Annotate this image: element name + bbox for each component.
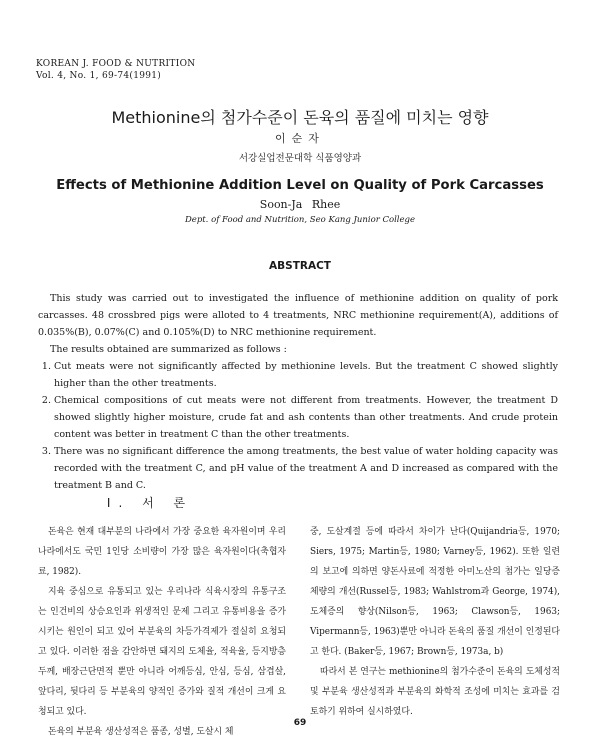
title-english: Effects of Methionine Addition Level on Quality of Pork Carcasses xyxy=(56,178,544,193)
body-paragraph: 따라서 본 연구는 methionine의 첨가수준이 돈육의 도체성적 및 부분육 생산성적과 부분육의 화학적 조성에 미치는 효과를 검토하기 위하여 실시하였다. xyxy=(310,667,560,717)
body-paragraph: 중, 도살계절 등에 따라서 차이가 난다(Quijandria등, 1970; Siers, 1975; Martin등, 1980; Varney등, 1962). 또한 일련의 보고에 의하면 양돈사료에 적정한 아미노산의 첨가는 일당증체량의 개선(Russel등, 1983; Wahlstrom과 George, 1974), 도체증의 향상(Nilson등, 1963; Clawson등, 1963; Vipermann등, 1963)뿐만 아니라 돈육의 품질 개선이 인정된다고 한다. (Baker등, 1967; Brown등, 1973a, b) xyxy=(310,527,560,657)
affiliation-korean: 서강실업전문대학 식품영양과 xyxy=(238,153,362,164)
body-column-left xyxy=(38,522,286,742)
title-korean: Methionine의 첨가수준이 돈육의 품질에 미치는 영향 xyxy=(111,108,489,127)
affiliation-english: Dept. of Food and Nutrition, Seo Kang Junior College xyxy=(184,215,416,225)
abstract-result-item: 1. Cut meats were not significantly affected by methionine levels. But the treatment C showed slightly higher than the other treatments. xyxy=(54,358,558,392)
body-paragraph: 돈육의 부분육 생산성적은 품종, 성별, 도살시 체 xyxy=(48,727,234,737)
journal-name: KOREAN J. FOOD & NUTRITION xyxy=(36,59,196,69)
page-number: 69 xyxy=(293,718,307,728)
journal-header xyxy=(36,58,195,82)
section-heading-introduction: I. 서 론 xyxy=(106,496,194,510)
author-english: Soon-Ja Rhee xyxy=(259,198,341,211)
body-paragraph: 돈육은 현재 대부분의 나라에서 가장 중요한 육자원이며 우리나라에서도 국민 1인당 소비량이 가장 많은 육자원이다(축협자료, 1982). xyxy=(38,527,286,577)
abstract-paragraph: This study was carried out to investigated the influence of methionine addition on quality of pork carcasses. 48 crossbred pigs were alloted to 4 treatments, NRC methionine requirement(A), additions of 0.035%(B), 0.07%(C) and 0.105%(D) to NRC methionine requirement. xyxy=(38,293,558,338)
author-korean: 이순자 xyxy=(275,132,325,145)
body-column-right xyxy=(310,522,560,722)
abstract-body xyxy=(38,290,558,494)
abstract-results-list xyxy=(38,358,558,494)
abstract-heading: ABSTRACT xyxy=(269,260,331,272)
body-paragraph: 지육 중심으로 유통되고 있는 우리나라 식육시장의 유통구조는 인건비의 상승요인과 위생적인 문제 그리고 유통비용을 증가시키는 원인이 되고 있어 부분육의 차등가격제가 절실히 요청되고 있다. 이러한 점을 감안하면 돼지의 도체율, 적육율, 등지방층 두께, 배장근단면적 뿐만 아니라 어깨등심, 안심, 등심, 삼겹살, 앞다리, 뒷다리 등 부분육의 양적인 증가와 질적 개선이 크게 요청되고 있다. xyxy=(38,587,286,717)
abstract-result-item: 2. Chemical compositions of cut meats were not different from treatments. However, the treatment D showed slightly higher moisture, crude fat and ash contents than other treatments. And crude protein content was better in treatment C than the other treatments. xyxy=(54,392,558,443)
abstract-result-item: 3. There was no significant difference the among treatments, the best value of water holding capacity was recorded with the treatment C, and pH value of the treatment A and D increased as compared with the treatment B and C. xyxy=(54,443,558,494)
abstract-summary-intro: The results obtained are summarized as follows : xyxy=(50,344,287,355)
journal-volume: Vol. 4, No. 1, 69-74(1991) xyxy=(36,71,162,81)
